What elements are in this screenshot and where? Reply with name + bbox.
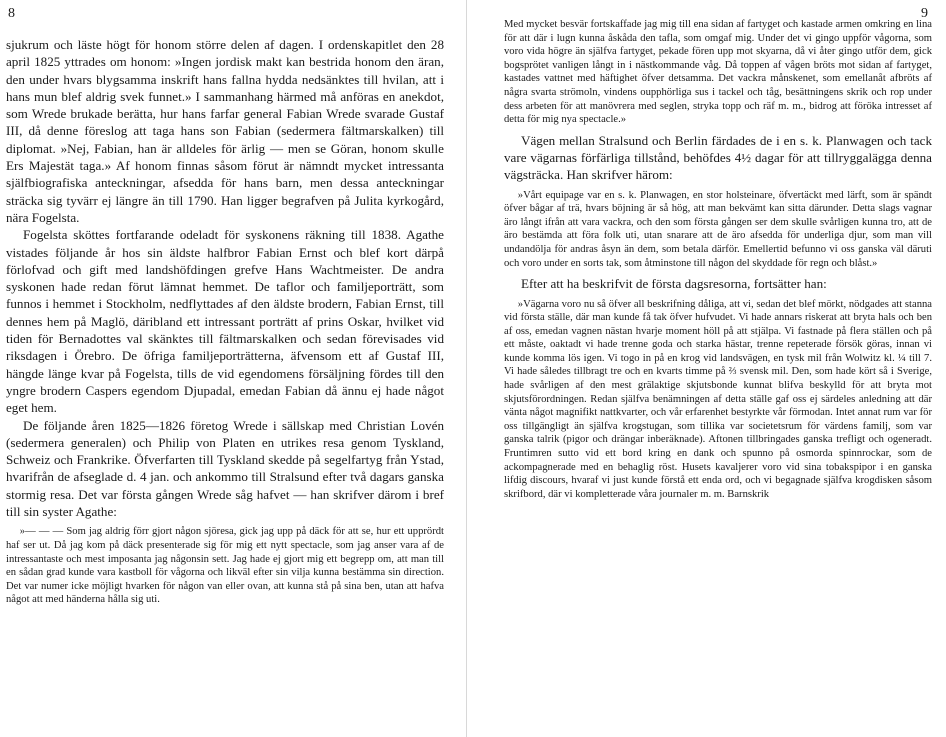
page-text (6, 36, 444, 607)
page-number: 9 (921, 6, 928, 21)
left-page (0, 0, 446, 737)
block-quote: Med mycket besvär fortskaffade jag mig till ena sidan af fartyget och kastade armen omkring en lina för att där i lugn kunna åskåda den tafla, som omgaf mig. Under det vi gingo uppför vågorna, som voro vida högre än själfva fartyget, pekade fören upp mot skyarna, då vi åter gingo utför dem, gick bogsprötet vanligen långt in i nästkommande våg. Då toppen af vågen bröts mot sidan af fartyget, kastades vattnet med häftighet öfver detsamma. Det vackra månskenet, som emellanåt afbröts af några svarta strömoln, vindens oupphörliga sus i tackel och tåg, besättningens skrik och rop under dess arbeten för att manövrera med seglen, stryka topp och räf m. m., bidrog att föröka intresset af detta för mig nya spectacle.» (504, 19, 932, 126)
paragraph: Vägen mellan Stralsund och Berlin färdades de i en s. k. Planwagen och tack vare vägarnas förfärliga tillstånd, behöfdes 4½ dagar för att tillryggalägga denna vägsträcka. Han skrifver härom: (504, 132, 932, 183)
paragraph: Fogelsta sköttes fortfarande odeladt för syskonens räkning till 1838. Agathe vistades följande år hos sin äldste halfbror Fabian Ernst och blef kort därpå förlofvad och gift med landshöfdingen grefve Hans Wachtmeister. De andra syskonen hade redan förut lämnat hemmet. De taflor och familjeporträtt, som funnos i hemmet i Stockholm, nedflyttades af den äldste brodern, Fabian Ernst, till dennes hem på Maglö, däribland ett intressant porträtt af prins Oskar, hvilket vid tiden för Bernadottes val skänktes till fältmarskalken och sedan förevisades vid riksdagen i Örebro. De öfriga familjeporträtterna, äfvensom ett af Gustaf III, hängde länge kvar på Fogelsta, tills de vid egendomens försäljning fördes till den yngre brodern Caspers egendom Djupadal, emedan Fabian då ännu ej hade något eget hem. (6, 227, 444, 416)
page-text (504, 18, 932, 501)
right-page (490, 0, 936, 737)
block-quote: »Vägarna voro nu så öfver all beskrifning dåliga, att vi, sedan det blef mörkt, nödgades att stanna vid första ställe, där man kunde få tak öfver hufvudet. Vi hade annars riskerat att bryta hals och ben af oss, emedan vagnen nästan hvarje moment höll på att stjälpa. Vi fastnade på flera ställen och på ett måste, oaktadt vi hade trenne goda och starka hästar, trenne repeterade försök göras, innan vi kunde komma lös igen. Vi togo in på en krog vid landsvägen, en tysk mil från Wolwitz kl. ¼ till 7. Vi hade således tillbragt tre och en kvarts timme på ⅔ svensk mil. Den, som hade kört så i Sverige, hade svårligen af den mest grälaktige skjutsbonde kunnat blifva beskylld för att bryta mot skjutsförordningen. Redan själfva benämningen af detta ställe gaf oss ej särdeles anledning att där vänta något magnifikt nattkvarter, och vår erfarenhet bestyrkte vår förmodan. Intet annat rum var för oss tillgängligt än själfva krogstugan, som tillika var societetsrum för värdens familj, som var ganska talrik (pigor och drängar inberäknade). Aftonen tillbringades ganska trefligt och ogeneradt. Fruntimren sutto vid ett bord kring en dank och spunno på osmorda spinnrockar, som de ackompagnerade med en behaglig röst. Husets kavaljerer voro vid sina tobakspipor i en ganska lifdig discours, hvaraf vi just kunde förstå ett enda ord, och vi begagnade själfva krogdisken såsom skrifbord, där vi kompletterade våra journaler m. m. Barnskrik (504, 298, 932, 500)
page-number: 8 (8, 6, 15, 21)
page-gutter (466, 0, 467, 737)
paragraph: sjukrum och läste högt för honom större delen af dagen. I ordenskapitlet den 28 april 1825 yttrades om honom: »Ingen jordisk makt kan bestrida honom den äran, den under hvars blygsamma inskrift hans fallna hydda nedsänktes till hvilan, att i hans mun blef aldrig svek funnet.» I sammanhang härmed må anföras en anekdot, som Wrede brukade berätta, hur hans farfar general Fabian Wrede svarade Gustaf III, då denne föreslog att taga hans son Fabian (sedermera fältmarskalken) till diplomat. »Nej, Fabian, han är alldeles för ärlig — men se Göran, honom skulle Ers Majestät taga.» Af honom finnas såsom förut är nämndt mycket intressanta själfbiografiska anteckningar, afsedda för hans barn, men dessa anteckningar sträcka sig tyvärr ej längre än till 1790. Han ligger begrafven på Julita kyrkogård, nära Fogelsta. (6, 37, 444, 225)
block-quote: »— — — Som jag aldrig förr gjort någon sjöresa, gick jag upp på däck för att se, hur ett upprördt haf ser ut. Då jag kom på däck presenterade sig för mig ett nytt spectacle, som jag anser vara af de intressantaste och mest imposanta jag någonsin sett. Jag hade ej gjort mig ett begrepp om, att man till en sådan grad kunde vara kastboll för vågorna och likväl efter sin vilja kunna bestämma sin direction. Det var numer icke möjligt hvarken för någon van eller ovan, att kunna stå på sina ben, utan att hafva något att med händerna hålla sig uti. (6, 526, 444, 606)
block-quote: »Vårt equipage var en s. k. Planwagen, en stor holsteinare, öfvertäckt med lärft, som är spändt öfver bågar af trä, hvars böjning är så hög, att man bekvämt kan sitta därunder. Detta slags vagnar äro långt ifrån att vara vackra, och den som första gången ser dem skulle svårligen kunna tro, att de äro bestämda att föra folk uti, utan snarare att de äro afsedda för underliga djur, som man vill undandölja för andras åsyn än dem, som betala därför. Emellertid befunno vi oss ganska väl däruti och voro under en sorts tak, som åtminstone till någon del skyddade för regn och blåst.» (504, 189, 932, 269)
paragraph: Efter att ha beskrifvit de första dagsresorna, fortsätter han: (521, 276, 827, 292)
paragraph: De följande åren 1825—1826 företog Wrede i sällskap med Christian Lovén (sedermera generalen) och Philip von Platen en utrikes resa genom Tyskland, Schweiz och Frankrike. Öfverfarten till Tyskland skedde på segelfartyg från Ystad, hvarifrån de afseglade d. 4 jan. och ankommo till Stralsund efter två dagars ganska stormig resa. Det var första gången Wrede såg hafvet — han skrifver därom i bref till sin syster Agathe: (6, 417, 444, 520)
